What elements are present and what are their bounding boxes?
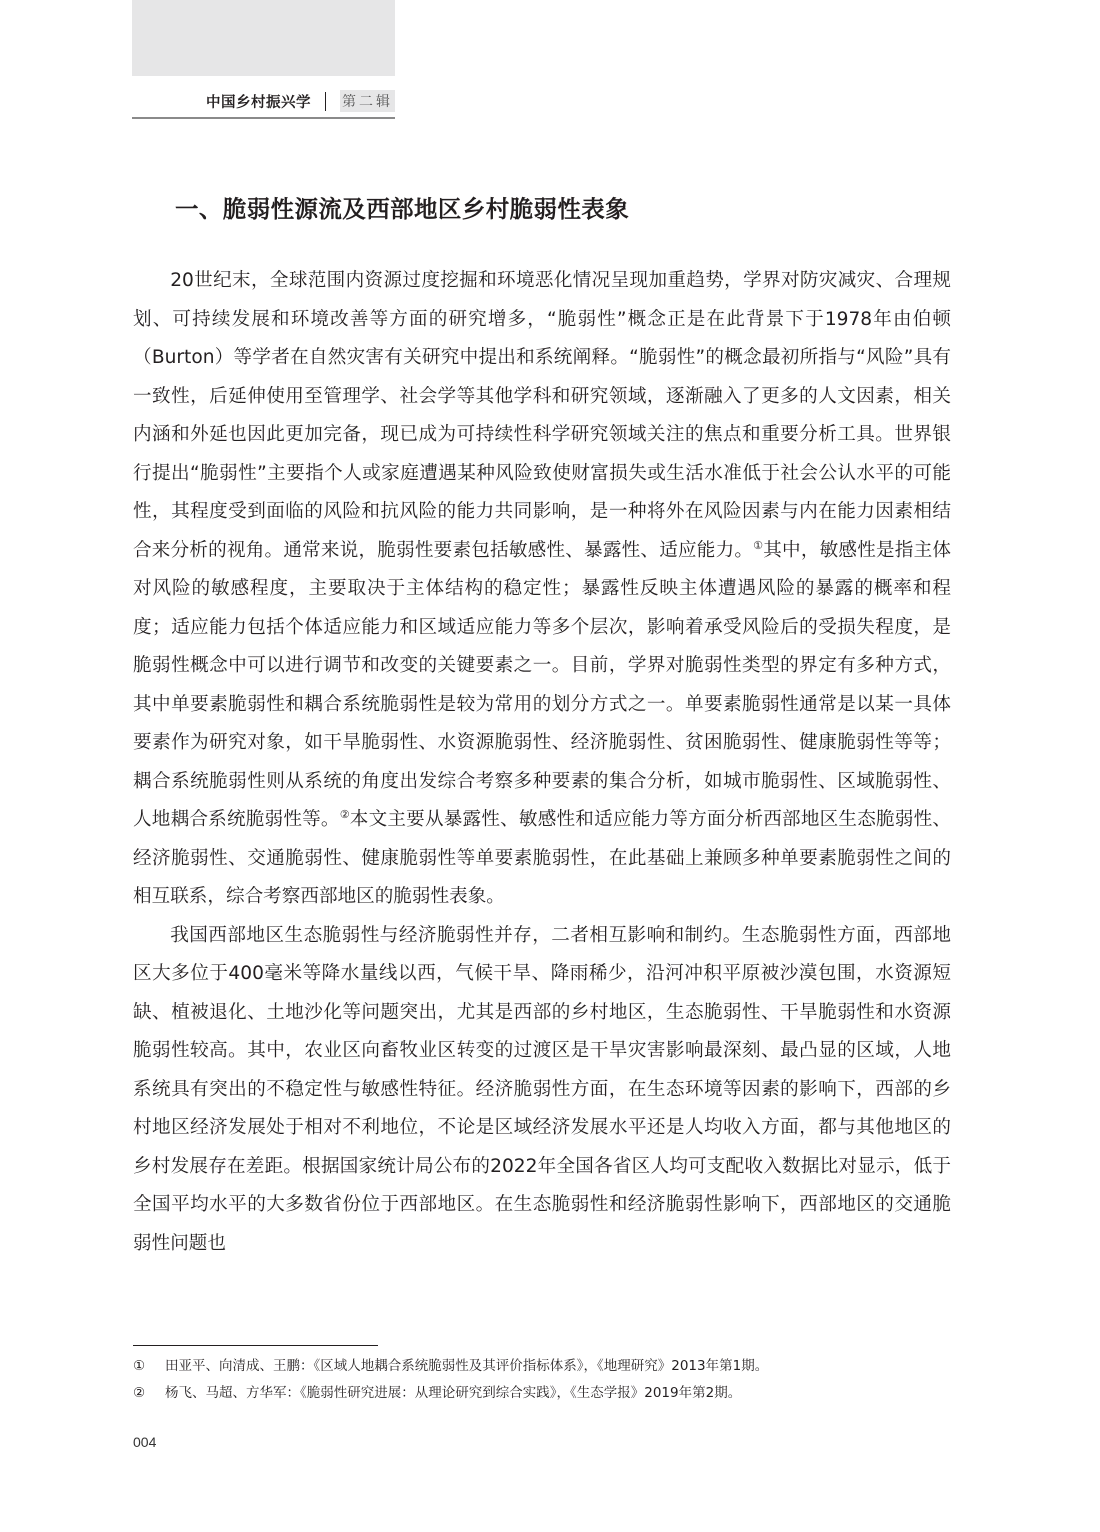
paragraph-1: [133, 262, 951, 917]
footnote-number: ②: [133, 1385, 146, 1401]
footnote-number: ①: [133, 1358, 146, 1374]
paragraph-text: 其中，敏感性是指主体对风险的敏感程度，主要取决于主体结构的稳定性；暴露性反映主体遭遇风险的暴露的概率和程度；适应能力包括个体适应能力和区域适应能力等多个层次，影响着承受风险后的受损失程度，是脆弱性概念中可以进行调节和改变的关键要素之一。目前，学界对脆弱性类型的界定有多种方式，其中单要素脆弱性和耦合系统脆弱性是较为常用的划分方式之一。单要素脆弱性通常是以某一具体要素作为研究对象，如干旱脆弱性、水资源脆弱性、经济脆弱性、贫困脆弱性、健康脆弱性等等；耦合系统脆弱性则从系统的角度出发综合考察多种要素的集合分析，如城市脆弱性、区域脆弱性、人地耦合系统脆弱性等。: [133, 539, 951, 830]
body-text: [133, 262, 951, 1263]
paragraph-text: 本文主要从暴露性、敏感性和适应能力等方面分析西部地区生态脆弱性、经济脆弱性、交通脆弱性、健康脆弱性等单要素脆弱性，在此基础上兼顾多种单要素脆弱性之间的相互联系，综合考察西部地区的脆弱性表象。: [133, 809, 951, 907]
footnote-ref-2[interactable]: ②: [339, 807, 350, 821]
footnotes: [133, 1353, 951, 1407]
footnote-text: 杨飞、马超、方华军：《脆弱性研究进展：从理论研究到综合实践》，《生态学报》2019年第2期。: [165, 1385, 742, 1401]
paragraph-text: 我国西部地区生态脆弱性与经济脆弱性并存，二者相互影响和制约。生态脆弱性方面，西部地区大多位于400毫米等降水量线以西，气候干旱、降雨稀少，沿河冲积平原被沙漠包围，水资源短缺、植被退化、土地沙化等问题突出，尤其是西部的乡村地区，生态脆弱性、干旱脆弱性和水资源脆弱性较高。其中，农业区向畜牧业区转变的过渡区是干旱灾害影响最深刻、最凸显的区域，人地系统具有突出的不稳定性与敏感性特征。经济脆弱性方面，在生态环境等因素的影响下，西部的乡村地区经济发展处于相对不利地位，不论是区域经济发展水平还是人均收入方面，都与其他地区的乡村发展存在差距。根据国家统计局公布的2022年全国各省区人均可支配收入数据比对显示，低于全国平均水平的大多数省份位于西部地区。在生态脆弱性和经济脆弱性影响下，西部地区的交通脆弱性问题也: [133, 924, 951, 1254]
volume-label: 第二辑: [340, 90, 395, 112]
footnote-rule: [133, 1345, 378, 1346]
page-number: 004: [133, 1434, 157, 1450]
header-rule: [132, 117, 395, 119]
book-title: 中国乡村振兴学: [206, 94, 311, 111]
paragraph-2: [133, 917, 951, 1264]
footnote-2: [133, 1380, 951, 1407]
footnote-text: 田亚平、向清成、王鹏：《区域人地耦合系统脆弱性及其评价指标体系》，《地理研究》2013年第1期。: [165, 1358, 769, 1374]
header-separator: [325, 92, 326, 111]
footnote-ref-1[interactable]: ①: [753, 538, 764, 552]
footnote-1: [133, 1353, 951, 1380]
paragraph-text: 20世纪末，全球范围内资源过度挖掘和环境恶化情况呈现加重趋势，学界对防灾减灾、合理规划、可持续发展和环境改善等方面的研究增多，“脆弱性”概念正是在此背景下于1978年由伯顿（Burton）等学者在自然灾害有关研究中提出和系统阐释。“脆弱性”的概念最初所指与“风险”具有一致性，后延伸使用至管理学、社会学等其他学科和研究领域，逐渐融入了更多的人文因素，相关内涵和外延也因此更加完备，现已成为可持续性科学研究领域关注的焦点和重要分析工具。世界银行提出“脆弱性”主要指个人或家庭遭遇某种风险致使财富损失或生活水准低于社会公认水平的可能性，其程度受到面临的风险和抗风险的能力共同影响，是一种将外在风险因素与内在能力因素相结合来分析的视角。通常来说，脆弱性要素包括敏感性、暴露性、适应能力。: [133, 270, 951, 561]
section-title: 一、脆弱性源流及西部地区乡村脆弱性表象: [175, 195, 630, 223]
header-decoration-block: [132, 0, 395, 76]
running-head: [132, 88, 395, 114]
